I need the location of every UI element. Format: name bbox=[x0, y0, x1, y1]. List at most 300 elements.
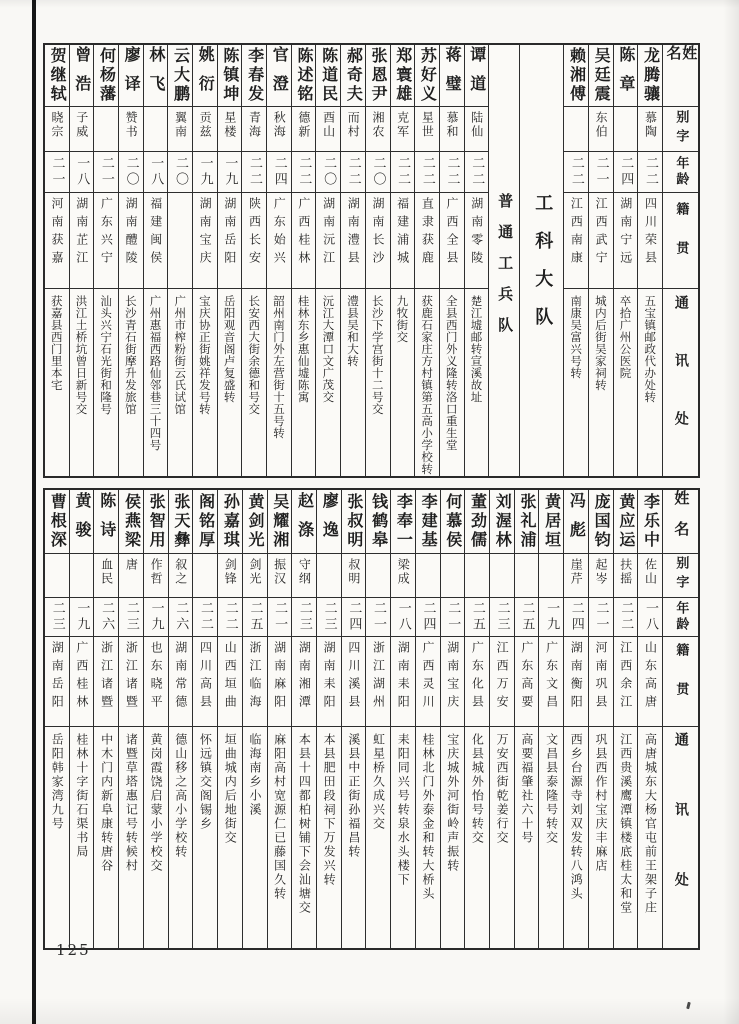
entry-address: 韶州南门外左营街十五号转 bbox=[271, 294, 286, 439]
entry-age: 二一 bbox=[593, 600, 609, 633]
entry-courtesy-name: 叔明 bbox=[346, 557, 361, 586]
entry-age-cell bbox=[440, 152, 464, 194]
entry-courtesy-name-cell bbox=[539, 554, 563, 598]
entry-age-cell bbox=[564, 152, 588, 194]
entry-native-place-cell bbox=[465, 193, 489, 289]
entry-courtesy-name-cell bbox=[564, 554, 588, 598]
entry-age-cell bbox=[218, 152, 242, 194]
entry-name-cell bbox=[589, 490, 613, 554]
entry-age-cell bbox=[193, 598, 217, 638]
entry-address: 德山移之高小学校转 bbox=[173, 732, 188, 859]
section-label: 工科大队 bbox=[532, 193, 554, 345]
entry-native-place-cell bbox=[366, 193, 390, 289]
entry-courtesy-name-cell bbox=[564, 107, 588, 152]
entry-name-cell bbox=[416, 490, 440, 554]
entry-name: 张礼浦 bbox=[517, 492, 537, 550]
entry-courtesy-name-cell bbox=[614, 554, 638, 598]
entry-native-place-cell bbox=[292, 637, 316, 727]
entry-courtesy-name: 而村 bbox=[346, 110, 361, 139]
entry-native-place-cell bbox=[614, 637, 638, 727]
entry-name: 苏好义 bbox=[418, 46, 438, 104]
entry-address-cell bbox=[119, 289, 143, 476]
header-name-cell bbox=[663, 45, 698, 107]
entry-age-cell bbox=[341, 152, 365, 194]
entry-name-cell bbox=[144, 490, 168, 554]
entry-age: 二一 bbox=[593, 155, 609, 188]
entry-native-place: 直隶获鹿 bbox=[420, 197, 435, 270]
header-age-cell bbox=[663, 152, 698, 194]
entry-native-place: 湖南耒阳 bbox=[396, 641, 411, 714]
entry-native-place-cell bbox=[242, 193, 266, 289]
entry-courtesy-name-cell bbox=[589, 107, 613, 152]
entry-name-cell bbox=[415, 45, 439, 107]
entry-age: 二四 bbox=[271, 155, 287, 188]
entry-address-cell bbox=[243, 727, 267, 948]
entry-courtesy-name-cell bbox=[490, 554, 514, 598]
roster-entry-column bbox=[415, 490, 440, 948]
entry-courtesy-name: 唐 bbox=[124, 557, 139, 572]
entry-native-place: 江西南康 bbox=[569, 197, 584, 270]
entry-age-cell bbox=[144, 598, 168, 638]
entry-address: 岳阳韩家湾九号 bbox=[50, 732, 65, 831]
roster-entry-column bbox=[291, 45, 316, 476]
roster-entry-column bbox=[315, 45, 340, 476]
header-column bbox=[662, 45, 698, 476]
roster-entry-column bbox=[192, 490, 217, 948]
entry-courtesy-name: 贡兹 bbox=[198, 110, 213, 139]
entry-native-place-cell bbox=[94, 637, 118, 727]
entry-address-cell bbox=[268, 727, 292, 948]
entry-courtesy-name-cell bbox=[119, 107, 143, 152]
entry-name-cell bbox=[218, 45, 242, 107]
entry-age: 一九 bbox=[222, 155, 238, 188]
entry-address-cell bbox=[415, 289, 439, 476]
entry-address: 化县城外怡号转交 bbox=[470, 732, 485, 845]
entry-age: 二二 bbox=[395, 155, 411, 188]
entry-address: 诸暨草塔惠记号转候村 bbox=[124, 732, 139, 873]
header-courtesy-name: 别字 bbox=[673, 109, 689, 148]
page-number: 125 bbox=[56, 941, 91, 959]
header-courtesy-name-cell bbox=[663, 107, 698, 152]
entry-address-cell bbox=[589, 289, 613, 476]
entry-address: 宝庆协正街姚祥发号转 bbox=[197, 294, 212, 415]
entry-native-place: 湖南醴陵 bbox=[124, 197, 139, 270]
entry-name-cell bbox=[391, 45, 415, 107]
entry-address-cell bbox=[94, 727, 118, 948]
entry-native-place: 广东始兴 bbox=[272, 197, 287, 270]
entry-age-cell bbox=[638, 152, 662, 194]
roster-entry-column bbox=[613, 490, 638, 948]
entry-courtesy-name: 子威 bbox=[74, 110, 89, 139]
entry-age-cell bbox=[94, 152, 118, 194]
entry-courtesy-name: 克军 bbox=[395, 110, 410, 139]
entry-courtesy-name: 崖芹 bbox=[569, 557, 584, 586]
header-column bbox=[662, 490, 698, 948]
entry-name: 吴耀湘 bbox=[270, 492, 290, 550]
roster-entry-column bbox=[365, 490, 390, 948]
roster-entry-column bbox=[514, 490, 539, 948]
entry-address: 全县西门外义隆转洛口重生堂 bbox=[444, 294, 459, 451]
entry-courtesy-name: 梁成 bbox=[396, 557, 411, 586]
entry-courtesy-name-cell bbox=[94, 554, 118, 598]
entry-courtesy-name: 秋海 bbox=[272, 110, 287, 139]
entry-address: 九牧街交 bbox=[395, 294, 410, 343]
entry-name-cell bbox=[45, 45, 69, 107]
entry-native-place-cell bbox=[119, 193, 143, 289]
entry-native-place-cell bbox=[341, 193, 365, 289]
entry-name-cell bbox=[218, 490, 242, 554]
entry-native-place: 广西灵川 bbox=[420, 641, 435, 714]
entry-name: 冯彪 bbox=[567, 492, 587, 551]
entry-address-cell bbox=[292, 727, 316, 948]
entry-courtesy-name-cell bbox=[440, 107, 464, 152]
entry-courtesy-name: 振汉 bbox=[272, 557, 287, 586]
entry-name-cell bbox=[70, 45, 94, 107]
entry-native-place-cell bbox=[193, 193, 217, 289]
roster-entry-column bbox=[637, 490, 662, 948]
entry-courtesy-name-cell bbox=[441, 554, 465, 598]
entry-address-cell bbox=[218, 727, 242, 948]
entry-address-cell bbox=[45, 727, 69, 948]
entry-courtesy-name-cell bbox=[465, 554, 489, 598]
entry-native-place-cell bbox=[465, 637, 489, 727]
entry-address: 高唐城东大杨官屯前王架子庄 bbox=[643, 732, 658, 915]
entry-name: 赖湘傅 bbox=[567, 46, 587, 104]
entry-name-cell bbox=[342, 490, 366, 554]
entry-age: 二〇 bbox=[370, 155, 386, 188]
entry-address: 巩县西作村宝庆丰麻店 bbox=[594, 732, 608, 873]
entry-courtesy-name-cell bbox=[342, 554, 366, 598]
entry-age-cell bbox=[243, 598, 267, 638]
entry-address-cell bbox=[490, 727, 514, 948]
header-native-place: 籍贯 bbox=[673, 201, 689, 280]
entry-name: 蒋璧 bbox=[443, 46, 463, 105]
entry-name: 张叔明 bbox=[344, 492, 364, 550]
entry-name: 李乐中 bbox=[641, 492, 661, 550]
roster-entry-column bbox=[217, 45, 242, 476]
entry-address: 临海南乡小溪 bbox=[247, 732, 262, 817]
entry-age-cell bbox=[490, 598, 514, 638]
entry-age: 二二 bbox=[618, 600, 634, 633]
entry-native-place: 湖南零陵 bbox=[469, 197, 484, 270]
entry-age-cell bbox=[168, 152, 192, 194]
entry-age-cell bbox=[391, 598, 415, 638]
entry-address: 卒拾广州公医院 bbox=[618, 294, 633, 379]
entry-age-cell bbox=[416, 598, 440, 638]
entry-name: 陈镇坤 bbox=[220, 46, 240, 104]
entry-courtesy-name-cell bbox=[268, 554, 292, 598]
entry-address-cell bbox=[564, 289, 588, 476]
entry-age: 二二 bbox=[469, 155, 485, 188]
header-name: 姓名 bbox=[672, 490, 691, 553]
entry-native-place-cell bbox=[168, 193, 192, 289]
entry-courtesy-name-cell bbox=[193, 554, 217, 598]
header-age: 年龄 bbox=[673, 155, 689, 188]
entry-name-cell bbox=[242, 45, 266, 107]
entry-age: 一八 bbox=[148, 155, 164, 188]
entry-age-cell bbox=[169, 598, 193, 638]
entry-address-cell bbox=[119, 727, 143, 948]
entry-courtesy-name: 慕陶 bbox=[643, 110, 658, 139]
page-edge-right bbox=[723, 0, 739, 1024]
entry-name-cell bbox=[70, 490, 94, 554]
entry-name-cell bbox=[638, 490, 662, 554]
entry-native-place: 陕西长安 bbox=[247, 197, 262, 270]
entry-courtesy-name: 青海 bbox=[247, 110, 262, 139]
header-address-cell bbox=[663, 289, 698, 476]
entry-address-cell bbox=[144, 289, 168, 476]
entry-age: 二一 bbox=[49, 155, 65, 188]
entry-address: 西乡台源寺刘双发转八鸿头 bbox=[569, 732, 584, 901]
entry-native-place-cell bbox=[169, 637, 193, 727]
entry-name-cell bbox=[564, 490, 588, 554]
entry-name-cell bbox=[243, 490, 267, 554]
entry-age-cell bbox=[218, 598, 242, 638]
entry-name-cell bbox=[539, 490, 563, 554]
entry-age-cell bbox=[317, 598, 341, 638]
page-edge-bottom bbox=[0, 998, 739, 1024]
entry-courtesy-name-cell bbox=[168, 107, 192, 152]
entry-age-cell bbox=[119, 598, 143, 638]
entry-address: 获嘉县西门里本宅 bbox=[49, 294, 64, 391]
roster-entry-column bbox=[390, 45, 415, 476]
entry-age: 一九 bbox=[148, 600, 164, 633]
entry-age-cell bbox=[515, 598, 539, 638]
entry-address: 沅江大潭口文广茂交 bbox=[321, 294, 336, 403]
entry-address-cell bbox=[193, 727, 217, 948]
entry-native-place-cell bbox=[638, 637, 662, 727]
entry-age: 二〇 bbox=[123, 155, 139, 188]
entry-courtesy-name-cell bbox=[465, 107, 489, 152]
entry-courtesy-name: 东伯 bbox=[594, 110, 609, 139]
entry-name: 吴廷震 bbox=[592, 46, 612, 104]
roster-entry-column bbox=[168, 490, 193, 948]
roster-entry-column bbox=[118, 45, 143, 476]
roster-entry-column bbox=[563, 45, 588, 476]
entry-age-cell bbox=[292, 152, 316, 194]
entry-address-cell bbox=[564, 727, 588, 948]
entry-name-cell bbox=[564, 45, 588, 107]
entry-age-cell bbox=[70, 598, 94, 638]
entry-native-place: 湖南芷江 bbox=[74, 197, 89, 270]
entry-age-cell bbox=[589, 152, 613, 194]
roster-entry-column bbox=[69, 490, 94, 948]
entry-name-cell bbox=[267, 45, 291, 107]
entry-age-cell bbox=[342, 598, 366, 638]
entry-native-place: 河南获嘉 bbox=[50, 197, 65, 270]
entry-address-cell bbox=[317, 727, 341, 948]
entry-native-place-cell bbox=[539, 637, 563, 727]
entry-native-place: 四川荣县 bbox=[643, 197, 658, 270]
entry-address-cell bbox=[316, 289, 340, 476]
entry-age: 二一 bbox=[98, 155, 114, 188]
entry-address: 获鹿石家庄方村镇第五高小学校转 bbox=[420, 294, 435, 475]
entry-native-place: 山西垣曲 bbox=[223, 641, 238, 714]
roster-entry-column bbox=[217, 490, 242, 948]
entry-name-cell bbox=[169, 490, 193, 554]
entry-address: 长安西大街余德和号交 bbox=[247, 294, 262, 415]
entry-native-place-cell bbox=[45, 193, 69, 289]
entry-address: 桂林东乡惠仙墟陈寓 bbox=[296, 294, 311, 403]
entry-name-cell bbox=[614, 45, 638, 107]
entry-name: 黄剑光 bbox=[246, 492, 266, 550]
entry-age: 二三 bbox=[494, 600, 510, 633]
roster-entry-column bbox=[118, 490, 143, 948]
entry-courtesy-name: 剑光 bbox=[247, 557, 262, 586]
roster-entry-column bbox=[291, 490, 316, 948]
entry-address: 宝庆城外河街岭声振转 bbox=[445, 732, 460, 873]
entry-age: 二三 bbox=[123, 600, 139, 633]
entry-courtesy-name-cell bbox=[144, 107, 168, 152]
entry-native-place: 湖南常德 bbox=[173, 641, 188, 714]
entry-courtesy-name-cell bbox=[45, 554, 69, 598]
entry-native-place: 江西万安 bbox=[495, 641, 510, 714]
entry-address-cell bbox=[515, 727, 539, 948]
roster-entry-column bbox=[69, 45, 94, 476]
entry-native-place: 广东化县 bbox=[470, 641, 485, 714]
entry-age: 二〇 bbox=[172, 155, 188, 188]
entry-age-cell bbox=[415, 152, 439, 194]
entry-courtesy-name-cell bbox=[292, 554, 316, 598]
entry-name: 曹根深 bbox=[48, 492, 68, 550]
entry-address-cell bbox=[440, 289, 464, 476]
entry-native-place-cell bbox=[243, 637, 267, 727]
entry-name-cell bbox=[440, 45, 464, 107]
entry-native-place: 湖南澧县 bbox=[346, 197, 361, 270]
entry-native-place-cell bbox=[589, 193, 613, 289]
entry-name-cell bbox=[317, 490, 341, 554]
roster-entry-column bbox=[588, 45, 613, 476]
entry-native-place: 浙江诸暨 bbox=[99, 641, 114, 714]
entry-address: 长沙青石街摩升发旅馆 bbox=[123, 294, 138, 415]
entry-name-cell bbox=[316, 45, 340, 107]
roster-entry-column bbox=[563, 490, 588, 948]
entry-native-place: 湖南岳阳 bbox=[50, 641, 65, 714]
entry-courtesy-name-cell bbox=[70, 554, 94, 598]
roster-entry-column bbox=[241, 45, 266, 476]
entry-courtesy-name: 赞书 bbox=[124, 110, 139, 139]
entry-age-cell bbox=[589, 598, 613, 638]
entry-name: 侯燕梁 bbox=[122, 492, 142, 550]
entry-name-cell bbox=[168, 45, 192, 107]
entry-age-cell bbox=[242, 152, 266, 194]
entry-native-place-cell bbox=[70, 637, 94, 727]
entry-age-cell bbox=[193, 152, 217, 194]
entry-address-cell bbox=[70, 727, 94, 948]
roster-entry-column bbox=[365, 45, 390, 476]
entry-age-cell bbox=[614, 598, 638, 638]
entry-age: 一八 bbox=[642, 600, 658, 633]
entry-address: 万安西街乾姜行交 bbox=[495, 732, 510, 845]
entry-courtesy-name: 佐山 bbox=[643, 557, 658, 586]
entry-name: 何慕侯 bbox=[443, 492, 463, 550]
entry-name-cell bbox=[45, 490, 69, 554]
entry-native-place-cell bbox=[440, 193, 464, 289]
entry-age-cell bbox=[268, 598, 292, 638]
entry-native-place: 福建浦城 bbox=[395, 197, 410, 270]
roster-entry-column bbox=[588, 490, 613, 948]
entry-courtesy-name-cell bbox=[144, 554, 168, 598]
entry-name-cell bbox=[94, 490, 118, 554]
entry-name-cell bbox=[638, 45, 662, 107]
entry-name-cell bbox=[589, 45, 613, 107]
header-age-cell bbox=[663, 598, 698, 638]
entry-native-place: 湖南岳阳 bbox=[222, 197, 237, 270]
entry-name: 钱鹤皋 bbox=[369, 492, 389, 550]
entry-name: 龙腾骧 bbox=[641, 46, 661, 104]
entry-age: 二二 bbox=[345, 155, 361, 188]
entry-age: 二〇 bbox=[321, 155, 337, 188]
entry-courtesy-name-cell bbox=[416, 554, 440, 598]
entry-age: 二四 bbox=[420, 600, 436, 633]
entry-address-cell bbox=[193, 289, 217, 476]
entry-native-place-cell bbox=[490, 637, 514, 727]
entry-name: 黄应运 bbox=[616, 492, 636, 550]
entry-name-cell bbox=[193, 45, 217, 107]
entry-name: 李春发 bbox=[245, 46, 265, 104]
entry-address: 江西贵溪鹰潭镇楼底桂太和堂 bbox=[618, 732, 633, 915]
entry-courtesy-name: 翼南 bbox=[173, 110, 188, 139]
entry-name-cell bbox=[119, 490, 143, 554]
entry-native-place: 河南巩县 bbox=[594, 641, 608, 714]
entry-name-cell bbox=[292, 490, 316, 554]
entry-address: 岳阳观音阁卢复盛转 bbox=[222, 294, 237, 403]
roster-table-bottom bbox=[43, 488, 700, 950]
header-age: 年龄 bbox=[673, 600, 689, 633]
entry-name: 黄居垣 bbox=[542, 492, 562, 550]
entry-address: 汕头兴宁石光街和隆号 bbox=[99, 294, 114, 415]
entry-name: 李建基 bbox=[419, 492, 439, 550]
entry-native-place-cell bbox=[366, 637, 390, 727]
entry-name: 廖译 bbox=[122, 46, 142, 105]
entry-age-cell bbox=[45, 598, 69, 638]
entry-address: 本县肥田段祠下万发兴转 bbox=[322, 732, 337, 887]
entry-age: 二二 bbox=[419, 155, 435, 188]
entry-address-cell bbox=[94, 289, 118, 476]
entry-native-place: 四川溪县 bbox=[346, 641, 361, 714]
entry-courtesy-name: 湘农 bbox=[370, 110, 385, 139]
entry-age-cell bbox=[70, 152, 94, 194]
roster-entry-column bbox=[45, 490, 69, 948]
entry-age: 二二 bbox=[296, 155, 312, 188]
entry-address-cell bbox=[292, 289, 316, 476]
entry-native-place: 湖南长沙 bbox=[370, 197, 385, 270]
entry-address-cell bbox=[416, 727, 440, 948]
entry-address: 澧县吴和大转 bbox=[346, 294, 360, 367]
entry-age-cell bbox=[614, 152, 638, 194]
entry-native-place: 四川高县 bbox=[198, 641, 213, 714]
entry-address-cell bbox=[168, 289, 192, 476]
entry-age-cell bbox=[539, 598, 563, 638]
entry-native-place-cell bbox=[589, 637, 613, 727]
entry-courtesy-name-cell bbox=[242, 107, 266, 152]
entry-courtesy-name-cell bbox=[70, 107, 94, 152]
entry-name-cell bbox=[515, 490, 539, 554]
entry-address: 广州惠福西路仙邻巷三十四号 bbox=[148, 294, 163, 451]
entry-courtesy-name-cell bbox=[341, 107, 365, 152]
entry-native-place-cell bbox=[70, 193, 94, 289]
entry-age: 二二 bbox=[222, 600, 238, 633]
header-name: 姓名 bbox=[664, 45, 698, 76]
entry-name: 云大鹏 bbox=[171, 46, 191, 104]
entry-age: 二二 bbox=[568, 155, 584, 188]
entry-courtesy-name-cell bbox=[391, 554, 415, 598]
roster-entry-column bbox=[439, 45, 464, 476]
entry-courtesy-name: 起岑 bbox=[594, 557, 608, 586]
entry-address: 虹星桥久成兴交 bbox=[371, 732, 386, 831]
entry-courtesy-name: 星楼 bbox=[222, 110, 237, 139]
entry-name-cell bbox=[614, 490, 638, 554]
